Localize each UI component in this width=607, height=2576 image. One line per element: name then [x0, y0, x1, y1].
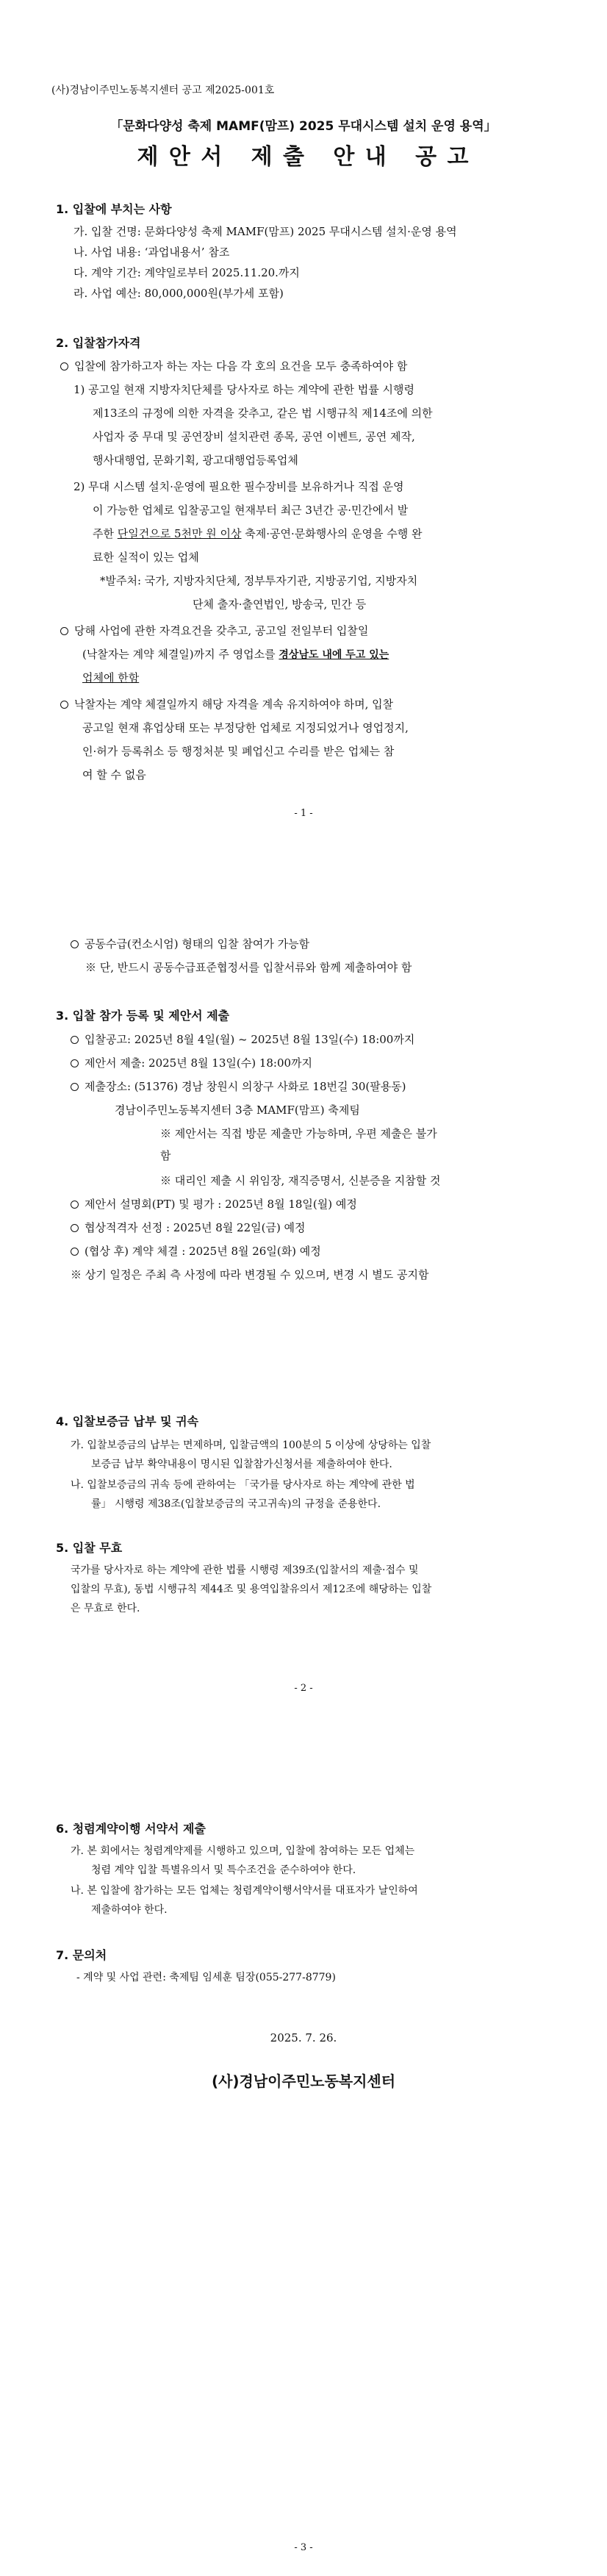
sec3-negotiation-text: 협상적격자 선정 : 2025년 8월 22일(금) 예정	[85, 1221, 306, 1234]
req2-line-2: 이 가능한 업체로 입찰공고일 현재부터 최근 3년간 공·민간에서 발	[93, 504, 409, 517]
circle-bullet-icon	[71, 1059, 79, 1067]
sec3-presentation	[71, 1197, 357, 1212]
bullet2-line-1: 당해 사업에 관한 자격요건을 갖추고, 공고일 전일부터 입찰일	[74, 624, 369, 637]
sec6-na-1: 나. 본 입찰에 참가하는 모든 업체는 청렴계약이행서약서를 대표자가 날인하여	[71, 1885, 418, 1897]
section-5-heading: 5. 입찰 무효	[56, 1541, 123, 1555]
circle-bullet-icon	[71, 1083, 79, 1091]
page-number-1: - 1 -	[294, 808, 313, 819]
sec1-item-da: 다. 계약 기간: 계약일로부터 2025.11.20.까지	[73, 266, 300, 279]
document-subtitle: 「문화다양성 축제 MAMF(맘프) 2025 무대시스템 설치 운영 용역」	[110, 119, 497, 134]
page-number-3: - 3 -	[294, 2542, 313, 2553]
sec3-submit-text: 제안서 제출: 2025년 8월 13일(수) 18:00까지	[85, 1056, 313, 1070]
circle-bullet-icon	[71, 1201, 79, 1209]
sec3-contract-text: (협상 후) 계약 체결 : 2025년 8월 26일(화) 예정	[85, 1245, 321, 1258]
sec2-bullet-3	[60, 697, 393, 712]
sec4-ga-1: 가. 입찰보증금의 납부는 면제하며, 입찰금액의 100분의 5 이상에 상당하는 입찰	[71, 1439, 431, 1451]
section-2-heading: 2. 입찰참가자격	[56, 336, 141, 350]
sec2-bullet-4	[71, 937, 309, 951]
req2-line-3	[93, 526, 422, 541]
sec3-place-text: 제출장소: (51376) 경남 창원시 의창구 사화로 18번길 30(팔용동)	[85, 1080, 406, 1093]
section-4-heading: 4. 입찰보증금 납부 및 귀속	[56, 1414, 199, 1428]
req1-line-2: 제13조의 규정에 의한 자격을 갖추고, 같은 법 시행규칙 제14조에 의한	[93, 407, 433, 420]
announcement-date: 2025. 7. 26.	[270, 2031, 337, 2044]
bullet3-line-2: 공고일 현재 휴업상태 또는 부정당한 업체로 지정되었거나 영업정지,	[82, 721, 409, 734]
circle-bullet-icon	[60, 627, 68, 635]
sec3-presentation-text: 제안서 설명회(PT) 및 평가 : 2025년 8월 18일(월) 예정	[85, 1198, 357, 1211]
req2-text-a: 주한	[93, 527, 118, 540]
sec3-note-a-1: ※ 제안서는 직접 방문 제출만 가능하며, 우편 제출은 불가	[160, 1127, 437, 1140]
circle-bullet-icon	[60, 362, 68, 371]
section-1-heading: 1. 입찰에 부치는 사항	[56, 202, 172, 216]
notice-number: (사)경남이주민노동복지센터 공고 제2025-001호	[51, 85, 275, 96]
bullet4-text: 공동수급(컨소시엄) 형태의 입찰 참여가 가능함	[85, 937, 310, 951]
circle-bullet-icon	[71, 1036, 79, 1044]
sec3-submit	[71, 1056, 312, 1070]
sec3-place	[71, 1079, 406, 1094]
orderer-line-2: 단체 출자·출연법인, 방송국, 민간 등	[193, 598, 367, 611]
req2-line-1: 2) 무대 시스템 설치·운영에 필요한 필수장비를 보유하거나 직접 운영	[73, 480, 404, 493]
section-3-heading: 3. 입찰 참가 등록 및 제안서 제출	[56, 1009, 230, 1023]
req2-line-4: 료한 실적이 있는 업체	[93, 551, 199, 564]
sec5-body-3: 은 무효로 한다.	[71, 1603, 140, 1614]
sec3-schedule-note: ※ 상기 일정은 주최 측 사정에 따라 변경될 수 있으며, 변경 시 별도 공지함	[71, 1268, 429, 1281]
page-number-2: - 2 -	[294, 1683, 313, 1694]
bullet3-line-4: 여 할 수 없음	[82, 768, 146, 781]
bullet2-underline-region: 경상남도 내에 두고 있는	[279, 649, 389, 661]
sec6-na-2: 제출하여야 한다.	[91, 1904, 168, 1916]
sec3-note-b: ※ 대리인 제출 시 위임장, 재직증명서, 신분증을 지참할 것	[160, 1174, 441, 1187]
sec4-ga-2: 보증금 납부 확약내용이 명시된 입찰참가신청서를 제출하여야 한다.	[91, 1459, 392, 1470]
bullet3-line-3: 인·허가 등록취소 등 행정처분 및 폐업신고 수리를 받은 업체는 참	[82, 745, 395, 758]
sec4-na-1: 나. 입찰보증금의 귀속 등에 관하여는 「국가를 당사자로 하는 계약에 관한 법	[71, 1479, 415, 1491]
bullet2-line-3: 업체에 한함	[82, 671, 140, 684]
sec4-na-2: 률」 시행령 제38조(입찰보증금의 국고귀속)의 규정을 준용한다.	[91, 1498, 381, 1510]
bullet2-line-2	[82, 647, 389, 662]
sec3-note-a-2: 함	[160, 1149, 171, 1162]
req1-line-3: 사업자 중 무대 및 공연장비 설치관련 종목, 공연 이벤트, 공연 제작,	[93, 430, 415, 443]
req1-line-4: 행사대행업, 문화기획, 광고대행업등록업체	[93, 454, 298, 467]
sec1-item-ra: 라. 사업 예산: 80,000,000원(부가세 포함)	[73, 287, 284, 300]
page-title: 제 안 서 제 출 안 내 공 고	[137, 144, 470, 170]
sec2-lead	[60, 359, 407, 373]
circle-bullet-icon	[71, 1248, 79, 1256]
sec1-item-ga: 가. 입찰 건명: 문화다양성 축제 MAMF(맘프) 2025 무대시스템 설치·운영 용역	[73, 225, 457, 238]
bullet3-line-1: 낙찰자는 계약 체결일까지 해당 자격을 계속 유지하여야 하며, 입찰	[74, 698, 394, 711]
sec3-place-2: 경남이주민노동복지센터 3층 MAMF(맘프) 축제팀	[115, 1103, 360, 1117]
sec7-contact: - 계약 및 사업 관련: 축제팀 임세훈 팀장(055-277-8779)	[76, 1972, 336, 1983]
sec5-body-1: 국가를 당사자로 하는 계약에 관한 법률 시행령 제39조(입찰서의 제출·접수 및	[71, 1564, 419, 1576]
sec3-notice	[71, 1032, 414, 1047]
req1-line-1: 1) 공고일 현재 지방자치단체를 당사자로 하는 계약에 관한 법률 시행령	[73, 383, 415, 396]
orderer-line-1: *발주처: 국가, 지방자치단체, 정부투자기관, 지방공기업, 지방자치	[100, 574, 418, 587]
sec6-ga-2: 청렴 계약 입찰 특별유의서 및 특수조건을 준수하여야 한다.	[91, 1864, 356, 1876]
bullet2-text: (낙찰자는 계약 체결일)까지 주 영업소를	[82, 648, 279, 661]
section-7-heading: 7. 문의처	[56, 1948, 107, 1962]
sec1-item-na: 나. 사업 내용: ‘과업내용서’ 참조	[73, 246, 230, 259]
sec5-body-2: 입찰의 무효), 동법 시행규칙 제44조 및 용역입찰유의서 제12조에 해당하는 입찰	[71, 1584, 432, 1595]
circle-bullet-icon	[71, 1224, 79, 1232]
organization-name: (사)경남이주민노동복지센터	[211, 2072, 396, 2090]
sec2-lead-text: 입찰에 참가하고자 하는 자는 다음 각 호의 요건을 모두 충족하여야 함	[74, 359, 408, 373]
sec3-contract	[71, 1244, 321, 1259]
section-6-heading: 6. 청렴계약이행 서약서 제출	[56, 1822, 206, 1836]
req2-text-b: 축제·공연·문화행사의 운영을 수행 완	[241, 527, 423, 540]
sec6-ga-1: 가. 본 회에서는 청렴계약제를 시행하고 있으며, 입찰에 참여하는 모든 업체는	[71, 1845, 415, 1857]
sec3-negotiation	[71, 1220, 306, 1235]
circle-bullet-icon	[60, 701, 68, 709]
sec2-bullet-2	[60, 623, 368, 638]
circle-bullet-icon	[71, 940, 79, 948]
req2-underline-amount: 단일건으로 5천만 원 이상	[117, 527, 242, 540]
sec3-notice-text: 입찰공고: 2025년 8월 4일(월) ~ 2025년 8월 13일(수) 18:00까지	[85, 1033, 415, 1046]
sec2-note-4: ※ 단, 반드시 공동수급표준협정서를 입찰서류와 함께 제출하여야 함	[85, 961, 412, 974]
